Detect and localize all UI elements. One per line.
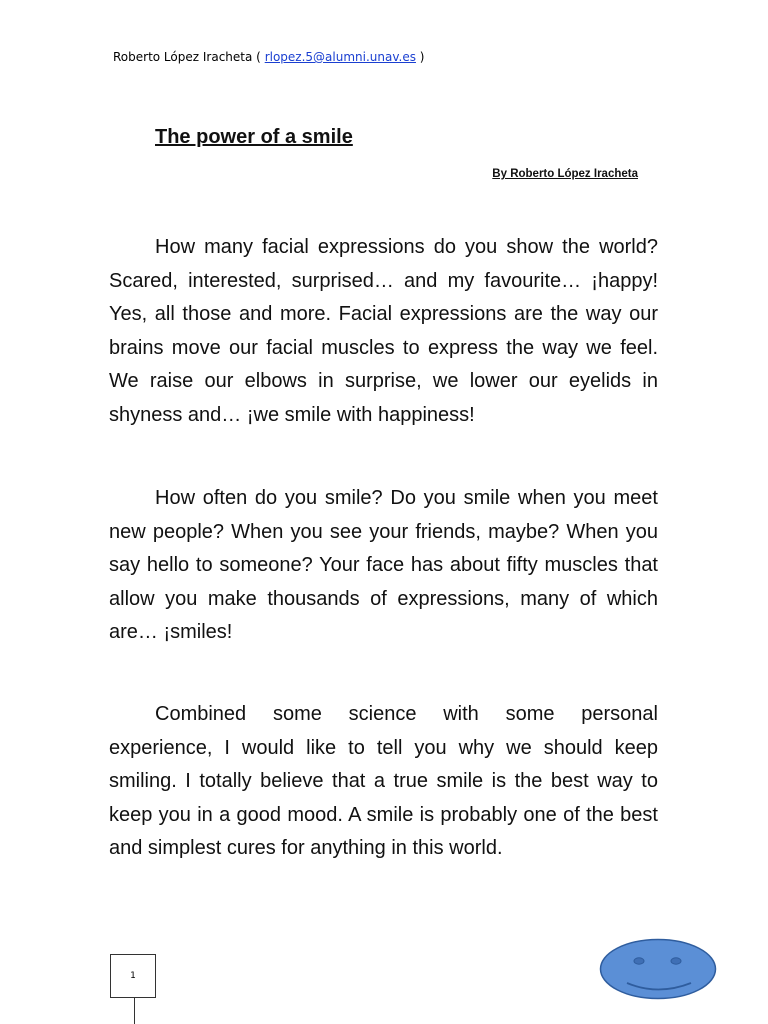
page-number-box [110, 954, 156, 998]
header-author-line [113, 50, 424, 64]
header-email-link[interactable]: rlopez.5@alumni.unav.es [264, 50, 416, 64]
smiley-right-eye [671, 958, 681, 964]
header-open-paren: ( [256, 50, 261, 64]
byline: By Roberto López Iracheta [492, 168, 638, 180]
page-number: 1 [130, 971, 136, 981]
paragraph-2: How often do you smile? Do you smile when you meet new people? When you see your friends, maybe? When you say hello to someone? Your face has about fifty muscles that allow you make thousands of expressions, many of which are… ¡smiles! [109, 487, 658, 644]
paragraph-1: How many facial expressions do you show the world? Scared, interested, surprised… and my favourite… ¡happy! Yes, all those and more. Facial expressions are the way our brains move our facial muscles to express the way we feel. We raise our elbows in surprise, we lower our eyelids in shyness and… ¡we smile with happiness! [109, 236, 658, 426]
header-close-paren: ) [419, 50, 425, 64]
paragraph-3: Combined some science with some personal experience, I would like to tell you why we should keep smiling. I totally believe that a true smile is the best way to keep you in a good mood. A smile is probably one of the best and simplest cures for anything in this world. [109, 703, 658, 860]
document-title: The power of a smile [155, 126, 353, 148]
page-number-connector [134, 997, 135, 1024]
header-author: Roberto López Iracheta [113, 50, 253, 64]
smiley-face-icon [599, 938, 717, 1000]
smiley-left-eye [634, 958, 644, 964]
